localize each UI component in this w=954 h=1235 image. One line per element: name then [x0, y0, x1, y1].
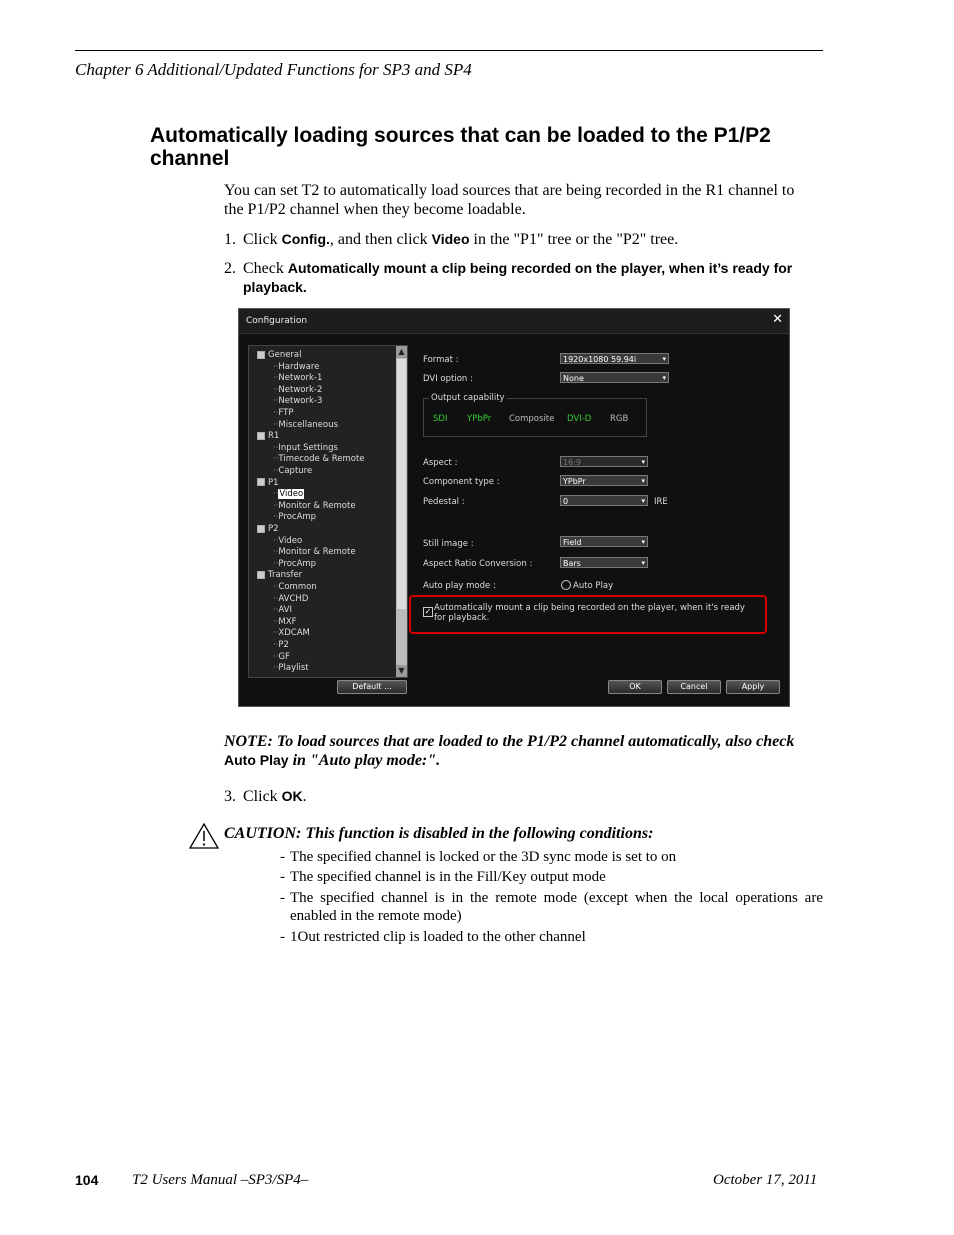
tree-item[interactable] — [257, 350, 302, 360]
still-image-label: Still image : — [423, 539, 474, 549]
ok-button[interactable]: OK — [608, 680, 662, 694]
chevron-down-icon: ▾ — [641, 538, 645, 546]
tree-item[interactable] — [257, 570, 302, 580]
tree-item[interactable] — [273, 547, 356, 557]
aspect-value: 16:9 — [563, 458, 581, 467]
tree-item[interactable] — [273, 362, 319, 372]
tree-connector: ·· — [273, 663, 279, 674]
dialog-title: Configuration — [246, 316, 308, 326]
caution-item-text: The specified channel is in the Fill/Key output mode — [290, 869, 606, 885]
manual-title: T2 Users Manual –SP3/SP4– — [132, 1172, 309, 1188]
pedestal-label: Pedestal : — [423, 497, 465, 507]
chevron-down-icon: ▾ — [662, 355, 666, 363]
tree-item[interactable] — [273, 454, 365, 464]
scroll-up-icon[interactable]: ▲ — [396, 346, 407, 358]
tree-connector: ·· — [273, 535, 279, 546]
tree-connector: ·· — [273, 582, 279, 592]
still-image-value: Field — [563, 538, 582, 547]
tree-connector: ·· — [273, 373, 279, 384]
tree-item[interactable] — [273, 512, 316, 522]
chevron-down-icon: ▾ — [641, 477, 645, 485]
tree-item[interactable] — [273, 582, 317, 592]
collapse-icon[interactable] — [257, 351, 265, 359]
tree-connector: ·· — [273, 605, 279, 616]
caution-item: - The specified channel is in the Fill/Key output mode — [280, 868, 823, 886]
tree-connector: ·· — [273, 512, 279, 523]
page-number: 104 — [75, 1172, 99, 1188]
automount-term: Automatically mount a clip being recorded on the player, when it’s ready for playback. — [243, 260, 793, 295]
tree-connector: ·· — [273, 628, 279, 639]
tree-item[interactable] — [273, 408, 293, 418]
caution-item: - 1Out restricted clip is loaded to the other channel — [280, 928, 823, 946]
tree-item-label: ProcAmp — [278, 512, 317, 523]
step-number: 3. — [224, 788, 236, 805]
warning-icon — [188, 822, 220, 850]
tree-item-label: Miscellaneous — [278, 419, 338, 430]
step-number: 2. — [224, 260, 236, 277]
tree-item[interactable] — [273, 617, 296, 627]
tree-connector: ·· — [273, 384, 279, 395]
tree-item[interactable] — [273, 652, 290, 662]
apply-button[interactable]: Apply — [726, 680, 780, 694]
output-capability-group — [423, 393, 647, 437]
chevron-down-icon: ▾ — [641, 458, 645, 466]
tree-connector: ·· — [273, 466, 279, 476]
still-image-select[interactable] — [560, 536, 648, 547]
tree-item[interactable] — [273, 605, 292, 615]
config-tree[interactable] — [248, 345, 408, 678]
format-label: Format : — [423, 355, 459, 365]
collapse-icon[interactable] — [257, 432, 265, 440]
tree-connector: ·· — [273, 489, 279, 500]
tree-item-label: Monitor & Remote — [278, 500, 356, 511]
tree-connector: ·· — [273, 442, 279, 453]
dvi-value: None — [563, 374, 584, 383]
scroll-thumb[interactable] — [397, 359, 406, 609]
tree-connector: ·· — [273, 500, 279, 511]
tree-item-label: Video — [278, 535, 303, 546]
default-button[interactable]: Default ... — [337, 680, 407, 694]
tree-item[interactable] — [257, 524, 279, 534]
tree-item-label: P1 — [268, 477, 279, 488]
aspect-select — [560, 456, 648, 467]
configuration-dialog — [238, 308, 790, 707]
format-value: 1920x1080 59.94i — [563, 355, 637, 364]
output-composite: Composite — [509, 414, 555, 424]
caution-title: CAUTION: This function is disabled in the following conditions: — [224, 825, 654, 842]
chapter-header: Chapter 6 Additional/Updated Functions for SP3 and SP4 — [75, 60, 472, 79]
dvi-label: DVI option : — [423, 374, 473, 384]
automount-label: Automatically mount a clip being recorded on the player, when it's ready for playback. — [434, 603, 745, 623]
tree-connector: ·· — [273, 361, 279, 372]
tree-connector: ·· — [273, 558, 279, 569]
format-select[interactable] — [560, 353, 669, 364]
tree-item-label: Capture — [278, 466, 313, 476]
aspect-label: Aspect : — [423, 458, 458, 468]
caution-item: - The specified channel is in the remote mode (except when the local operations are enabled in the remote mode) — [280, 890, 823, 924]
arc-label: Aspect Ratio Conversion : — [423, 559, 533, 569]
tree-item[interactable] — [273, 443, 338, 453]
tree-item-label: Network-2 — [278, 384, 323, 395]
autoplay-label: Auto play mode : — [423, 581, 496, 591]
tree-item[interactable] — [273, 396, 322, 406]
cancel-button[interactable]: Cancel — [667, 680, 721, 694]
arc-select[interactable] — [560, 557, 648, 568]
tree-item-label: AVCHD — [278, 593, 309, 604]
caution-item-text: 1Out restricted clip is loaded to the other channel — [290, 929, 586, 945]
tree-item-label: Monitor & Remote — [278, 547, 356, 558]
tree-item[interactable] — [257, 431, 279, 441]
tree-connector: ·· — [273, 651, 279, 662]
video-term: Video — [431, 231, 470, 247]
note-text: in "Auto play mode:". — [288, 752, 441, 769]
pedestal-value: 0 — [563, 497, 569, 506]
tree-item-label: Input Settings — [278, 442, 338, 453]
step-text: , and then click — [329, 231, 432, 248]
tree-connector: ·· — [273, 419, 279, 430]
tree-connector: ·· — [273, 616, 279, 627]
note-text: NOTE: To load sources that are loaded to the P1/P2 channel automatically, also check — [224, 733, 795, 750]
tree-scrollbar[interactable] — [396, 346, 407, 677]
tree-item-label: GF — [278, 651, 290, 662]
caution-item: - The specified channel is locked or the 3D sync mode is set to on — [280, 848, 823, 866]
tree-item-label: Network-1 — [278, 373, 323, 384]
caution-item-text: The specified channel is in the remote mode (except when the local operations are enabled in the remote mode) — [290, 890, 823, 924]
tree-item-label: Common — [278, 582, 317, 592]
tree-item-label: AVI — [278, 605, 292, 616]
chevron-down-icon: ▾ — [641, 497, 645, 505]
tree-connector: ·· — [273, 593, 279, 604]
collapse-icon[interactable] — [257, 525, 265, 533]
tree-item[interactable] — [257, 478, 279, 488]
tree-connector: ·· — [273, 547, 279, 558]
tree-item-label: FTP — [278, 408, 294, 418]
note — [224, 732, 824, 770]
output-sdi: SDI — [433, 414, 448, 424]
intro-paragraph: You can set T2 to automatically load sources that are being recorded in the R1 channel to the P1/P2 channel when they become loadable. — [224, 182, 795, 218]
tree-item-label: P2 — [278, 640, 289, 650]
tree-item[interactable] — [273, 373, 322, 383]
tree-connector: ·· — [273, 454, 279, 465]
step-text: Click — [243, 788, 282, 805]
tree-item[interactable] — [273, 536, 302, 546]
step-2-text — [243, 259, 803, 297]
step-text: Check — [243, 260, 288, 277]
scroll-down-icon[interactable]: ▼ — [396, 665, 407, 677]
output-capability-title: Output capability — [431, 393, 505, 403]
close-icon[interactable]: ✕ — [772, 312, 783, 327]
output-dvid: DVI-D — [567, 414, 592, 424]
tree-item-label: Transfer — [268, 570, 303, 581]
output-ypbpr: YPbPr — [467, 414, 492, 424]
arc-value: Bars — [563, 559, 581, 568]
tree-item[interactable] — [273, 559, 316, 569]
tree-item-label: XDCAM — [278, 628, 310, 639]
tree-item-label: MXF — [278, 616, 297, 627]
tree-item[interactable] — [273, 594, 308, 604]
tree-item-label: Video — [279, 489, 304, 500]
tree-item[interactable] — [273, 501, 356, 511]
step-text: in the "P1" tree or the "P2" tree. — [469, 231, 679, 248]
autoplay-option: Auto Play — [573, 581, 614, 591]
tree-item[interactable] — [273, 466, 312, 476]
chevron-down-icon: ▾ — [641, 559, 645, 567]
pedestal-select[interactable] — [560, 495, 648, 506]
component-label: Component type : — [423, 477, 500, 487]
autoplay-term: Auto Play — [224, 752, 289, 768]
header-rule — [75, 50, 823, 51]
tree-item-label: P2 — [268, 524, 279, 534]
step-text: . — [302, 788, 307, 805]
component-value: YPbPr — [563, 477, 586, 486]
automount-checkbox[interactable]: ✓ — [424, 607, 432, 616]
step-number: 1. — [224, 231, 236, 248]
step-1 — [224, 230, 678, 249]
tree-item-label: Hardware — [278, 361, 320, 372]
ok-term: OK — [281, 788, 303, 804]
component-select[interactable] — [560, 475, 648, 486]
tree-item[interactable] — [273, 663, 309, 673]
step-text: Click — [243, 231, 282, 248]
config-term: Config. — [281, 231, 330, 247]
tree-item-label: Playlist — [278, 663, 309, 674]
tree-item-label: R1 — [268, 431, 280, 442]
tree-item-label: General — [268, 350, 302, 360]
step-3 — [224, 787, 307, 806]
section-title: Automatically loading sources that can be loaded to the P1/P2 channel — [150, 124, 771, 170]
tree-connector: ·· — [273, 640, 279, 650]
tree-connector: ·· — [273, 408, 279, 418]
tree-connector: ·· — [273, 396, 279, 407]
tree-item-label: Timecode & Remote — [278, 454, 365, 465]
tree-item[interactable] — [273, 489, 304, 499]
tree-item-label: Network-3 — [278, 396, 323, 407]
collapse-icon[interactable] — [257, 571, 265, 579]
chevron-down-icon: ▾ — [662, 374, 666, 382]
caution-item-text: The specified channel is locked or the 3D sync mode is set to on — [290, 849, 677, 865]
dialog-title-bar — [239, 309, 789, 334]
tree-item[interactable] — [273, 628, 310, 638]
tree-item-label: ProcAmp — [278, 558, 317, 569]
tree-item[interactable] — [273, 385, 322, 395]
pedestal-unit: IRE — [654, 497, 668, 507]
autoplay-radio[interactable] — [561, 580, 571, 590]
dvi-select[interactable] — [560, 372, 669, 383]
output-rgb: RGB — [610, 414, 629, 424]
tree-item[interactable] — [273, 640, 289, 650]
footer-date: October 17, 2011 — [713, 1172, 818, 1188]
collapse-icon[interactable] — [257, 478, 265, 486]
tree-item[interactable] — [273, 420, 338, 430]
